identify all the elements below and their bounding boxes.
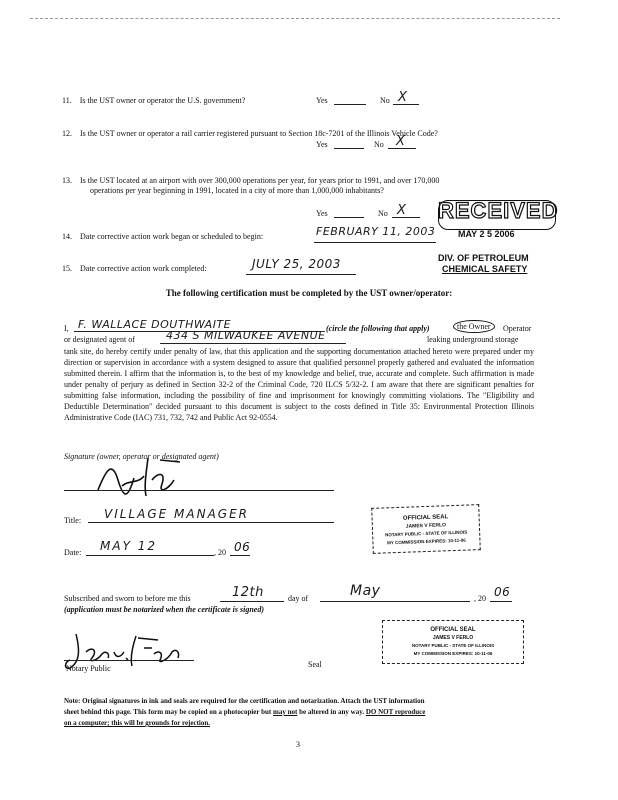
cert-owner-circled[interactable]: the Owner [453,320,495,333]
date-year-line[interactable] [230,555,250,556]
item-14-answer: FEBRUARY 11, 2003 [316,225,436,238]
item-11-question: Is the UST owner or operator the U.S. government? [79,96,246,105]
item-11-no-label: No [380,96,390,105]
seal-lower-line1: OFFICIAL SEAL [430,627,476,633]
seal-label: Seal [308,660,322,669]
item-13-yes-label: Yes [316,209,328,218]
item-13-question-line1: Is the UST located at an airport with over 300,000 operations per year, for years prior to 1991, and over 170,000 [80,176,440,185]
subscribed-month-line[interactable] [320,601,470,602]
item-15-answer: JULY 25, 2003 [252,257,341,271]
date-line[interactable] [86,555,214,556]
received-stamp-division: DIV. OF PETROLEUM [438,253,529,263]
seal-upper-line1: OFFICIAL SEAL [402,514,449,522]
notary-seal-upper [371,504,481,554]
cert-leak-text: leaking underground storage [427,335,519,344]
item-14-number: 14. [62,232,72,241]
signature-line[interactable] [64,490,334,491]
subscribed-day: 12th [232,585,264,600]
item-15-question: Date corrective action work completed: [80,264,207,273]
cert-name: F. WALLACE DOUTHWAITE [78,318,232,331]
cert-prefix: I, [64,324,69,333]
item-11 [62,96,245,105]
cert-operator[interactable]: Operator [503,324,532,333]
item-12-number: 12. [62,129,72,138]
item-11-no-mark: X [398,90,408,105]
seal-lower-line4: MY COMMISSION EXPIRES: 10-11-06 [413,651,493,656]
cert-body: tank site, do hereby certify under penalty of law, that this application and the supporting documentation attached hereto were prepared under my direction or supervision in accordance with a system designed to assure that qualified personnel properly gathered and evaluated the information submitted therein. I affirm that the information is, to the best of my knowledge and belief, true, accurate and complete. Such affirmation is made under penalty of perjury as defined in Section 32-2 of the Criminal Code, 720 ILCS 5/32-2. I am aware that there are significant penalties for submitting false information, including the possibility of fine and imprisonment for knowingly committing violations. The "Eligibility and Deductible Determination" decided pursuant to this document is subject to the costs defined in Title 35: Environmental Protection Illinois Administrative Code (IAC) 731, 732, 742 and Public Act 92-0554. [64,347,534,422]
notary-signature-line[interactable] [64,660,194,661]
subscribed-day-of: day of [288,594,309,603]
cert-circle-instruction: (circle the following that apply) [326,324,430,333]
item-14-answer-line[interactable] [314,242,436,243]
seal-upper-line4: MY COMMISSION EXPIRES: 10-11-06 [387,537,466,546]
cert-agent-text: or designated agent of [64,335,135,344]
seal-lower-line3: NOTARY PUBLIC - STATE OF ILLINOIS [411,643,495,648]
title-value: VILLAGE MANAGER [104,507,249,521]
cert-address: 434 S MILWAUKEE AVENUE [166,329,326,342]
received-stamp-chemical: CHEMICAL SAFETY [442,264,528,274]
subscribed-year: 06 [494,585,511,599]
seal-upper-line2: JAMES V FERLO [405,522,447,530]
scan-artifact-top [30,18,560,19]
note-line2-a: sheet behind this page. This form may be copied on a photocopier but [64,708,273,716]
received-stamp-frame [438,198,559,230]
note-line2-b: may not [273,708,298,716]
item-12-no-label: No [374,140,384,149]
item-13-no-label: No [378,209,388,218]
item-15 [62,264,207,273]
item-13 [62,176,439,185]
item-14-question: Date corrective action work began or scheduled to begin: [80,232,264,241]
owner-signature [88,450,188,502]
item-15-number: 15. [62,264,72,273]
certification-heading: The following certification must be completed by the UST owner/operator: [165,288,453,298]
item-11-yes-label: Yes [316,96,328,105]
item-13-yes-blank[interactable] [334,217,364,218]
item-14 [62,232,263,241]
note-line3: on a computer; this will be grounds for rejection. [64,719,211,727]
seal-upper-line3: NOTARY PUBLIC - STATE OF ILLINOIS [384,529,468,538]
item-11-yes-blank[interactable] [334,104,366,105]
seal-lower-line2: JAMES V FERLO [432,635,474,641]
notary-seal-lower [382,620,524,664]
notary-public-label: Notary Public [66,664,111,673]
note-line2 [64,708,425,716]
item-15-answer-line[interactable] [246,274,356,275]
cert-address-line[interactable] [160,343,346,344]
note-line1: Note: Original signatures in ink and seals are required for the certification and notarization. Attach the UST information [64,697,425,705]
subscribed-year-line[interactable] [490,601,512,602]
item-13-no-mark: X [397,203,407,218]
received-stamp-date: MAY 2 5 2006 [458,229,515,239]
note-line2-c: be altered in any way. [297,708,366,716]
page-number: 3 [296,740,300,749]
subscribed-day-line[interactable] [220,601,284,602]
date-month-day: MAY 12 [100,539,157,553]
item-12-question: Is the UST owner or operator a rail carrier registered pursuant to Section 18c-7201 of the Illinois Vehicle Code? [80,129,438,138]
item-12-yes-blank[interactable] [334,148,364,149]
note-line2-d: DO NOT reproduce [365,708,426,716]
received-stamp-word: RECEIVED [438,198,559,223]
item-12-yes-label: Yes [316,140,328,149]
subscribed-note: (application must be notarized when the certificate is signed) [64,605,264,614]
item-13-number: 13. [62,176,72,185]
date-label: Date: [64,548,82,557]
subscribed-text: Subscribed and sworn to before me this [64,594,191,603]
item-12 [62,129,438,138]
date-year: 06 [234,540,251,554]
item-13-question-line2: operations per year beginning in 1991, located in a city of more than 1,000,000 inhabitants? [90,186,384,195]
item-12-no-mark: X [396,134,406,149]
subscribed-month: May [350,583,381,599]
title-line[interactable] [88,522,334,523]
signature-label: Signature (owner, operator or designated agent) [64,452,219,461]
title-label: Title: [64,516,82,525]
item-11-number: 11. [62,96,72,105]
subscribed-year-prefix: , 20 [474,594,486,603]
date-year-prefix: , 20 [214,548,226,557]
